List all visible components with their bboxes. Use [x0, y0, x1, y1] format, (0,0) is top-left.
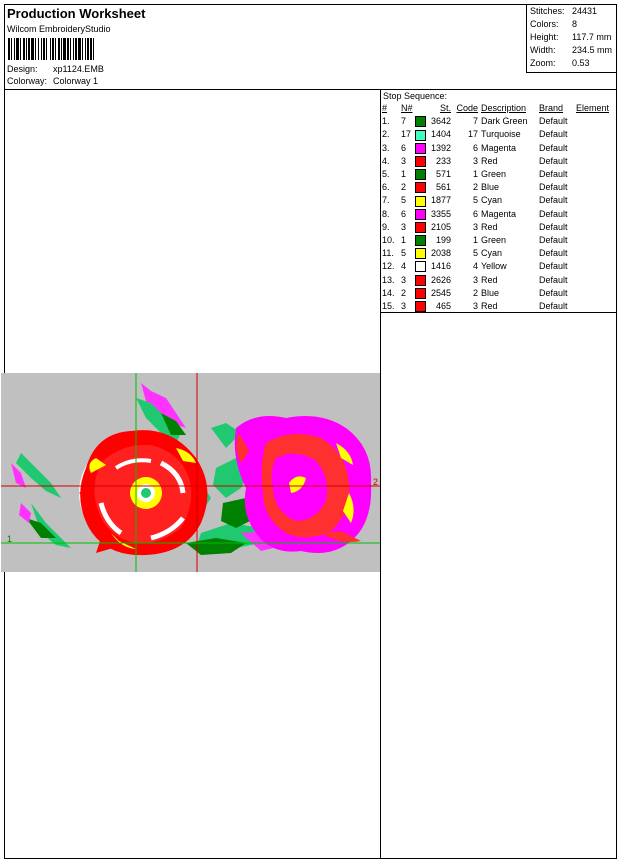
cell-brand: Default	[539, 142, 568, 153]
cell-stitches: 561	[435, 182, 451, 193]
table-row	[382, 142, 612, 155]
cell-needle: 3	[401, 155, 407, 166]
cell-element	[576, 287, 612, 300]
cell-number: 12.	[382, 261, 395, 272]
table-row	[382, 208, 612, 221]
cell-brand: Default	[539, 287, 568, 298]
column-header-element: Element	[576, 103, 610, 114]
cell-needle: 5	[401, 248, 407, 259]
cell-swatch	[415, 142, 429, 155]
cell-element	[576, 300, 612, 313]
cell-code: 6	[472, 142, 478, 153]
cell-code: 17	[467, 129, 478, 140]
cell-brand: Default	[539, 155, 568, 166]
cell-brand: Default	[539, 274, 568, 285]
cell-swatch	[415, 273, 429, 286]
cell-element	[576, 128, 612, 141]
column-header-stitches: St.	[439, 103, 451, 114]
cell-description: Cyan	[481, 195, 503, 206]
table-row	[382, 181, 612, 194]
cell-code: 5	[472, 248, 478, 259]
cell-swatch	[415, 194, 429, 207]
cell-description: Red	[481, 274, 498, 285]
cell-element	[576, 168, 612, 181]
cell-description: Turquoise	[481, 129, 521, 140]
cell-needle: 2	[401, 287, 407, 298]
cell-brand: Default	[539, 116, 568, 127]
table-row	[382, 234, 612, 247]
stat-label: Colors:	[530, 19, 559, 29]
cell-stitches: 199	[435, 234, 451, 245]
cell-element	[576, 221, 612, 234]
color-swatch	[415, 288, 426, 299]
cell-description: Green	[481, 234, 507, 245]
cell-element	[576, 247, 612, 260]
cell-stitches: 3355	[430, 208, 451, 219]
cell-brand: Default	[539, 221, 568, 232]
cell-brand: Default	[539, 182, 568, 193]
stop-sequence-table	[382, 102, 612, 313]
stat-zoom	[530, 58, 590, 68]
table-row	[382, 194, 612, 207]
cell-swatch	[415, 115, 429, 128]
cell-stitches: 465	[435, 300, 451, 311]
cell-code: 4	[472, 261, 478, 272]
cell-brand: Default	[539, 208, 568, 219]
stat-label: Width:	[530, 45, 556, 55]
cell-description: Magenta	[481, 208, 517, 219]
left-peony	[79, 430, 207, 555]
worksheet	[4, 4, 617, 859]
cell-brand: Default	[539, 195, 568, 206]
cell-swatch	[415, 168, 429, 181]
colorway-value: Colorway 1	[53, 76, 99, 86]
cell-swatch	[415, 287, 429, 300]
stat-label: Zoom:	[530, 58, 556, 68]
table-row	[382, 287, 612, 300]
cell-brand: Default	[539, 169, 568, 180]
cell-element	[576, 260, 612, 273]
cell-swatch	[415, 155, 429, 168]
colorway-label: Colorway:	[7, 76, 48, 86]
cell-number: 10.	[382, 234, 395, 245]
cell-swatch	[415, 128, 429, 141]
cell-code: 3	[472, 300, 478, 311]
cell-stitches: 1416	[430, 261, 451, 272]
cell-needle: 17	[401, 129, 412, 140]
cell-number: 3.	[382, 142, 390, 153]
color-swatch	[415, 209, 426, 220]
stat-value: 0.53	[572, 58, 590, 68]
cell-needle: 3	[401, 274, 407, 285]
color-swatch	[415, 130, 426, 141]
cell-brand: Default	[539, 129, 568, 140]
cell-stitches: 2626	[430, 274, 451, 285]
table-row	[382, 260, 612, 273]
column-header-swatch	[415, 102, 429, 115]
stop-sequence-rows	[382, 115, 612, 313]
cell-swatch	[415, 221, 429, 234]
cell-code: 5	[472, 195, 478, 206]
cell-needle: 3	[401, 221, 407, 232]
column-header-brand: Brand	[539, 103, 564, 114]
stat-stitches	[530, 6, 597, 16]
cell-number: 7.	[382, 195, 390, 206]
stat-height	[530, 32, 611, 42]
table-row	[382, 168, 612, 181]
cell-code: 3	[472, 221, 478, 232]
color-swatch	[415, 143, 426, 154]
cell-number: 8.	[382, 208, 390, 219]
color-swatch	[415, 248, 426, 259]
cell-code: 1	[472, 234, 478, 245]
column-header-code: Code	[456, 103, 478, 114]
cell-swatch	[415, 300, 429, 313]
cell-element	[576, 208, 612, 221]
stat-value: 8	[572, 19, 578, 29]
table-row	[382, 155, 612, 168]
design-line	[7, 64, 104, 74]
cell-needle: 1	[401, 169, 407, 180]
stat-width	[530, 45, 612, 55]
marker-left: 1	[7, 534, 13, 544]
cell-number: 6.	[382, 182, 390, 193]
barcode-bar	[94, 38, 95, 60]
cell-number: 9.	[382, 221, 390, 232]
cell-element	[576, 115, 612, 128]
cell-code: 3	[472, 155, 478, 166]
color-swatch	[415, 235, 426, 246]
color-swatch	[415, 261, 426, 272]
cell-element	[576, 194, 612, 207]
table-row	[382, 115, 612, 128]
design-preview-pane	[5, 90, 381, 858]
cell-brand: Default	[539, 261, 568, 272]
cell-swatch	[415, 260, 429, 273]
table-row	[382, 273, 612, 286]
stat-label: Stitches:	[530, 6, 565, 16]
cell-swatch	[415, 234, 429, 247]
color-swatch	[415, 275, 426, 286]
cell-element	[576, 142, 612, 155]
cell-code: 2	[472, 287, 478, 298]
design-label: Design:	[7, 64, 38, 74]
cell-element	[576, 273, 612, 286]
cell-brand: Default	[539, 234, 568, 245]
stop-sequence-title: Stop Sequence:	[383, 91, 448, 101]
cell-needle: 6	[401, 142, 407, 153]
cell-stitches: 1404	[430, 129, 451, 140]
embroidery-design-preview	[1, 373, 380, 572]
cell-swatch	[415, 181, 429, 194]
stop-sequence-section	[381, 90, 616, 313]
cell-description: Cyan	[481, 248, 503, 259]
table-header-row	[382, 102, 612, 115]
cell-needle: 4	[401, 261, 407, 272]
cell-number: 11.	[382, 248, 394, 259]
cell-number: 5.	[382, 169, 390, 180]
barcode	[8, 38, 132, 60]
cell-stitches: 233	[435, 155, 451, 166]
cell-number: 1.	[382, 116, 390, 127]
cell-description: Yellow	[481, 261, 507, 272]
column-header-description: Description	[481, 103, 527, 114]
table-row	[382, 300, 612, 313]
cell-number: 15.	[382, 300, 395, 311]
cell-needle: 1	[401, 234, 407, 245]
cell-stitches: 2105	[430, 221, 451, 232]
cell-description: Green	[481, 169, 507, 180]
cell-element	[576, 181, 612, 194]
marker-right: 2	[373, 477, 379, 487]
cell-code: 6	[472, 208, 478, 219]
design-filename: xp1124.EMB	[53, 64, 104, 74]
stat-value: 24431	[572, 6, 598, 16]
embroidery-artwork	[1, 373, 380, 572]
cell-needle: 2	[401, 182, 407, 193]
stop-sequence-pane	[381, 90, 616, 858]
cell-description: Blue	[481, 287, 500, 298]
cell-needle: 7	[401, 116, 407, 127]
software-name: Wilcom EmbroideryStudio	[7, 24, 111, 34]
cell-description: Red	[481, 155, 498, 166]
color-swatch	[415, 169, 426, 180]
cell-description: Red	[481, 221, 498, 232]
cell-swatch	[415, 247, 429, 260]
cell-brand: Default	[539, 300, 568, 311]
cell-stitches: 1392	[430, 142, 451, 153]
stat-colors	[530, 19, 577, 29]
colorway-line	[7, 76, 98, 86]
cell-swatch	[415, 208, 429, 221]
cell-stitches: 571	[435, 169, 451, 180]
cell-description: Red	[481, 300, 498, 311]
column-header-needle: N#	[401, 103, 413, 114]
cell-needle: 3	[401, 300, 407, 311]
cell-element	[576, 234, 612, 247]
table-row	[382, 247, 612, 260]
cell-element	[576, 155, 612, 168]
column-header-number: #	[382, 103, 388, 114]
color-swatch	[415, 156, 426, 167]
cell-description: Blue	[481, 182, 500, 193]
stat-value: 234.5 mm	[572, 45, 613, 55]
stat-value: 117.7 mm	[572, 32, 612, 42]
cell-code: 7	[472, 116, 478, 127]
cell-needle: 6	[401, 208, 407, 219]
cell-code: 1	[472, 169, 478, 180]
color-swatch	[415, 182, 426, 193]
cell-number: 4.	[382, 155, 390, 166]
cell-needle: 5	[401, 195, 407, 206]
cell-stitches: 3642	[430, 116, 451, 127]
stat-label: Height:	[530, 32, 559, 42]
cell-stitches: 2545	[430, 287, 451, 298]
cell-description: Dark Green	[481, 116, 528, 127]
cell-number: 2.	[382, 129, 390, 140]
design-stats	[526, 5, 617, 73]
cell-number: 14.	[382, 287, 395, 298]
cell-stitches: 2038	[430, 248, 451, 259]
color-swatch	[415, 196, 426, 207]
color-swatch	[415, 222, 426, 233]
cell-number: 13.	[382, 274, 395, 285]
cell-code: 3	[472, 274, 478, 285]
page-title: Production Worksheet	[7, 6, 146, 21]
table-row	[382, 221, 612, 234]
cell-stitches: 1877	[430, 195, 451, 206]
cell-code: 2	[472, 182, 478, 193]
cell-brand: Default	[539, 248, 568, 259]
cell-description: Magenta	[481, 142, 517, 153]
color-swatch	[415, 116, 426, 127]
color-swatch	[415, 301, 426, 312]
table-row	[382, 128, 612, 141]
worksheet-header	[5, 5, 616, 90]
